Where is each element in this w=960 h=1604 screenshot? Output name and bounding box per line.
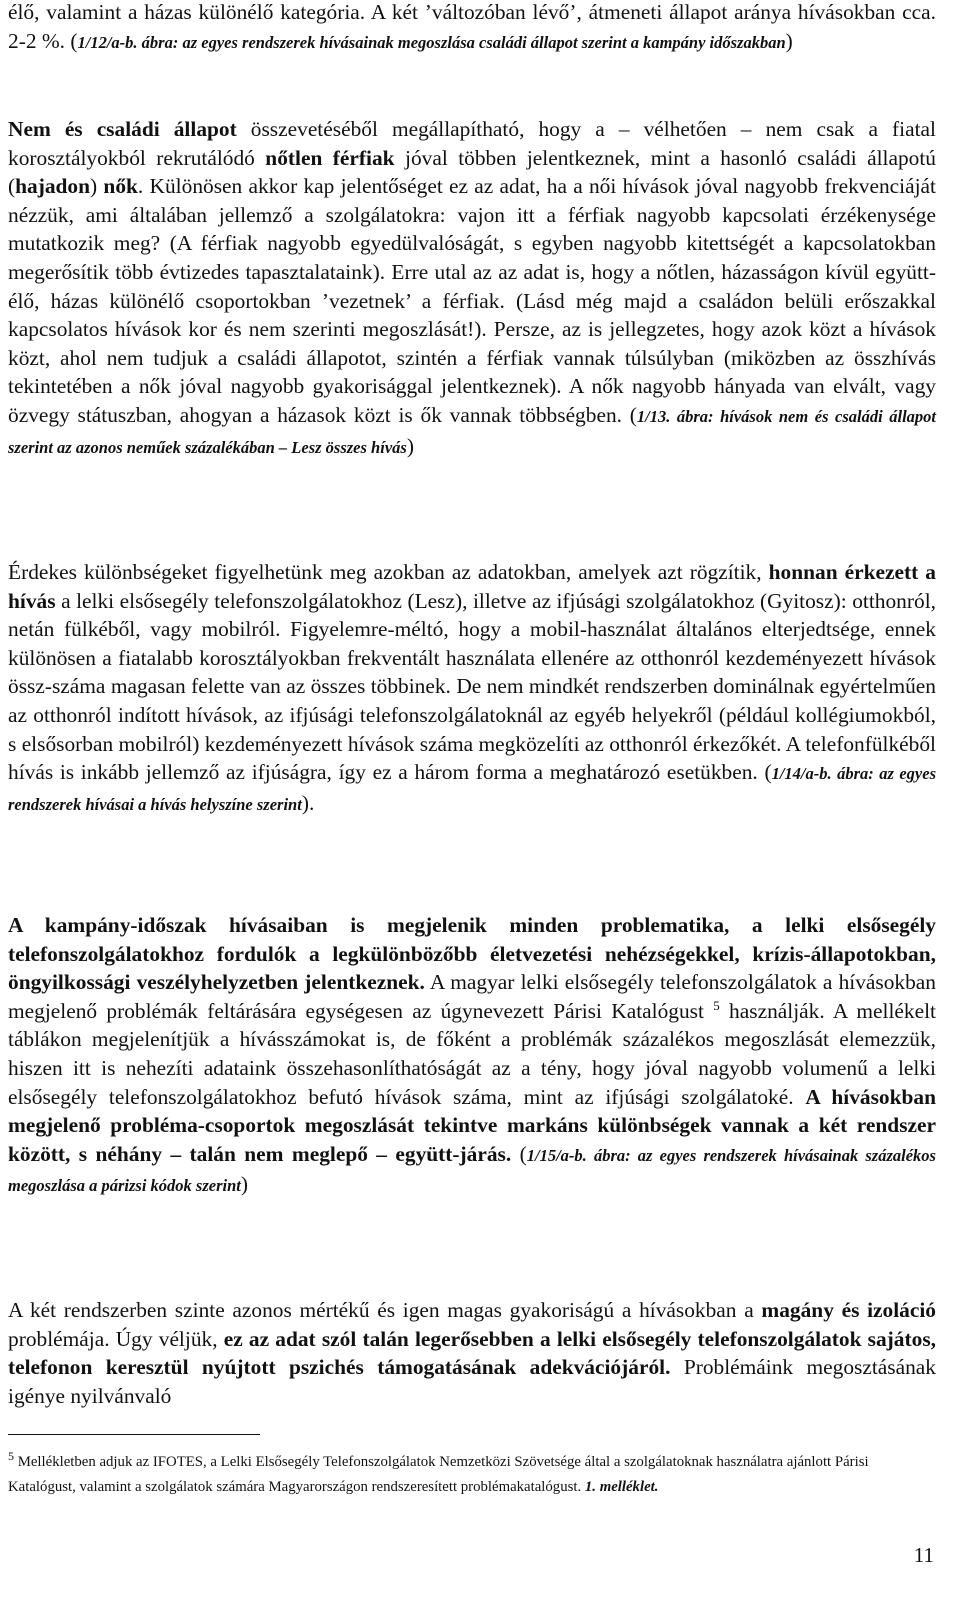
footnote-number: 5: [8, 1449, 14, 1464]
paragraph-text: használják. A mellékelt táblákon megjelenítjük a hívásszámokat is, de főként a problémák százalékos megoszlását elemezzük, hiszen itt is nehezíti adataink összehasonlíthatóságát az a tény, hogy jóval nagyobb volumenű a lelki elsősegély telefonszolgálatokhoz befutó hívások száma, mint az ifjúsági szolgálatoké.: [8, 998, 936, 1109]
paragraph-text: ): [406, 433, 414, 458]
paragraph-call-origin: [8, 558, 936, 819]
footnote-marker: 5: [713, 997, 720, 1013]
paragraph-text: (: [511, 1141, 527, 1166]
paragraph-problem-categories: [8, 911, 936, 1201]
footnote-annex-ref: 1. melléklet.: [584, 1479, 659, 1495]
paragraph-loneliness: [8, 1296, 936, 1410]
bold-phrase: A kampány-időszak hívásaiban is megjelenik minden problematika, a lelki elsősegély telefonszolgálatokhoz fordulók a legkülönbözőbb életvezetési nehézségekkel, krízis-állapotokban, öngyilkossági veszélyhelyzetben jelentkeznek.: [8, 913, 936, 995]
paragraph-text: Érdekes különbségeket figyelhetünk meg azokban az adatokban, amelyek azt rögzítik,: [8, 560, 769, 584]
paragraph-gender-family-status: [8, 115, 936, 462]
paragraph-text: ): [785, 28, 793, 53]
figure-caption-ref: 1/15/a-b. ábra: az egyes rendszerek hívásainak százalékos megoszlása a párizsi kódok szerint: [8, 1145, 936, 1196]
paragraph-text: A két rendszerben szinte azonos mértékű és igen magas gyakoriságú a hívásokban a: [8, 1298, 762, 1322]
paragraph-text: Problémáink megosztásának igénye nyilvánvaló: [8, 1355, 936, 1408]
footnote: [8, 1450, 938, 1500]
paragraph-text: jóval többen jelentkeznek, mint a hasonló családi állapotú (: [8, 145, 937, 199]
paragraph-text: . Különösen akkor kap jelentőséget ez az adat, ha a női hívások jóval nagyobb frekvenciáját nézzük, ami általában jellemző a szolgálatokra: vajon itt a férfiak nagyobb kapcsolati érzékenysége mutatkozik meg? (A férfiak nagyobb egyedülvalóságát, s egyben nagyobb kitettségét a kapcsolatokban megerősítik több évtizedes tapasztalataink). Erre utal az az adat is, hogy a nőtlen, házasságon kívül együtt-élő, házas különélő csoportokban ’vezetnek’ a férfiak. (Lásd még majd a családon belüli erőszakkal kapcsolatos hívások kor és nem szerinti megoszlását!). Persze, az is jellegzetes, hogy azok közt a hívások közt, ahol nem tudjuk a családi állapotot, szintén a férfiak vannak túlsúlyban (miközben az összhívás tekintetében a nők jóval nagyobb gyakorisággal jelentkeznek). A nők nagyobb hányada van elvált, vagy özvegy státuszban, ahogyan a házasok közt is ők vannak többségben. (: [8, 174, 936, 427]
paragraph-text: ): [90, 174, 104, 199]
bold-phrase: magány és izoláció: [761, 1298, 936, 1322]
paragraph-family-status-end: [8, 0, 936, 57]
paragraph-text: a lelki elsősegély telefonszolgálatokhoz (Lesz), illetve az ifjúsági szolgálatokhoz (Gyitosz): otthonról, netán fülkéből, vagy mobilról. Figyelemre-méltó, hogy a mobil-használat általános elterjedtsége, ennek különösen a fiatalabb korosztályokban frekventált használata ellenére az otthonról kezdeményezett hívások össz-száma magasan felette van az összes többinek. De nem mindkét rendszerben dominálnak egyértelműen az otthonról indított hívások, az ifjúsági telefonszolgálatoknál az egyéb helyekről (például kollégiumokból, s elsősorban mobilról) kezdeményezett hívások száma megközelíti az otthonról érkezőkét. A telefonfülkéből hívás is inkább jellemző az ifjúságra, így ez a három forma a meghatározó esetükben. (: [8, 588, 936, 785]
paragraph-text: ): [240, 1172, 248, 1197]
footnote-text: Mellékletben adjuk az IFOTES, a Lelki Elsősegély Telefonszolgálatok Nemzetközi Szövetsége által a szolgálatoknak használatra ajánlott Párisi Katalógust, valamint a szolgálatok számára Magyarországon rendszeresített problémakatalógust.: [8, 1454, 869, 1495]
paragraph-text: összevetéséből megállapítható, hogy a – vélhetően – nem csak a fiatal korosztályokból rekrutálódó: [8, 117, 936, 170]
bold-phrase: Nem és családi állapot: [8, 117, 237, 141]
bold-phrase: honnan érkezett a hívás: [8, 560, 937, 613]
paragraph-text: A magyar lelki elsősegély telefonszolgálatok a hívásokban megjelenő problémák feltárására egységesen az úgynevezett Párisi Katalógust: [8, 970, 936, 1023]
figure-caption-ref: 1/13. ábra: hívások nem és családi állapot szerint az azonos neműek százalékában – Lesz összes hívás: [8, 406, 937, 457]
page-number: 11: [913, 1543, 934, 1567]
paragraph-text: problémája. Úgy véljük,: [8, 1326, 224, 1351]
footnote-separator: [8, 1434, 260, 1435]
paragraph-text: élő, valamint a házas különélő kategória. A két ’változóban lévő’, átmeneti állapot aránya hívásokban cca. 2-2 %. (: [8, 0, 936, 53]
bold-phrase: A hívásokban megjelenő probléma-csoportok megoszlását tekintve markáns különbségek vannak a két rendszer között, s néhány – talán nem meglepő – együtt-járás.: [8, 1084, 936, 1166]
bold-phrase: nőtlen férfiak: [265, 145, 395, 170]
bold-phrase: nők: [103, 174, 138, 199]
bold-phrase: ez az adat szól talán legerősebben a lelki elsősegély telefonszolgálatok sajátos, telefonon keresztül nyújtott pszichés támogatásának adekvációjáról.: [8, 1326, 936, 1380]
figure-caption-ref: 1/14/a-b. ábra: az egyes rendszerek hívásai a hívás helyszíne szerint: [8, 764, 936, 814]
bold-phrase: hajadon: [15, 174, 91, 199]
paragraph-text: ).: [301, 790, 315, 815]
figure-caption-ref: 1/12/a-b. ábra: az egyes rendszerek hívásainak megoszlása családi állapot szerint a kampány időszakban: [77, 32, 786, 52]
